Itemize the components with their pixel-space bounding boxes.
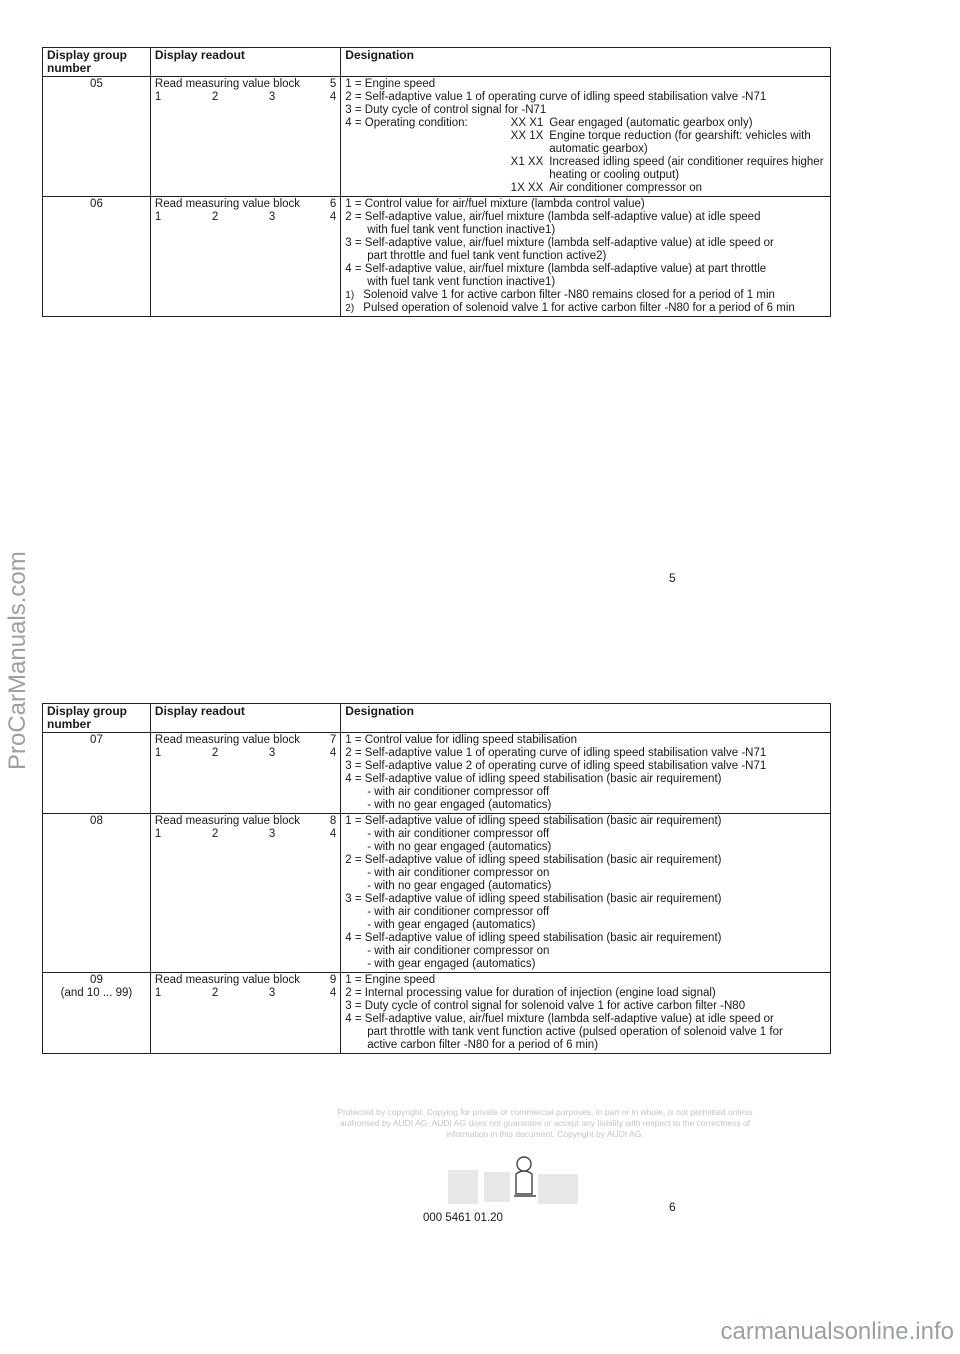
op-text: Gear engaged (automatic gearbox only) bbox=[549, 117, 753, 129]
designation-line: 3 = Self-adaptive value 2 of operating curve of idling speed stabilisation valve -N71 bbox=[345, 760, 767, 772]
op-text: Air conditioner compressor on bbox=[549, 182, 703, 194]
designation-line: 1 = Control value for idling speed stabilisation bbox=[345, 734, 578, 746]
designation bbox=[341, 973, 831, 1054]
designation-line: active carbon filter -N80 for a period of 6 min) bbox=[367, 1039, 599, 1051]
field-1: 1 bbox=[154, 747, 162, 759]
header-display-group: Display group number bbox=[43, 48, 151, 77]
readout-label: Read measuring value block bbox=[154, 815, 301, 827]
designation-line: - with gear engaged (automatics) bbox=[367, 919, 536, 931]
header-display-readout: Display readout bbox=[150, 48, 340, 77]
op-code: 1X XX bbox=[510, 182, 544, 194]
designation-line: - with air conditioner compressor on bbox=[367, 867, 550, 879]
designation-line: 1 = Self-adaptive value of idling speed stabilisation (basic air requirement) bbox=[345, 815, 722, 827]
field-2: 2 bbox=[211, 828, 219, 840]
group-number: 05 bbox=[43, 77, 151, 197]
block-number: 8 bbox=[329, 815, 337, 827]
designation-line: with fuel tank vent function inactive1) bbox=[367, 276, 556, 288]
readout-label: Read measuring value block bbox=[154, 78, 301, 90]
header-display-readout: Display readout bbox=[150, 704, 340, 733]
group-number: 06 bbox=[43, 197, 151, 317]
designation-line: - with no gear engaged (automatics) bbox=[367, 880, 552, 892]
designation bbox=[341, 197, 831, 317]
block-number: 5 bbox=[329, 78, 337, 90]
designation-line: 1 = Engine speed bbox=[345, 78, 436, 90]
footnote-mark: 2) bbox=[345, 303, 355, 314]
designation-line: 4 = Self-adaptive value, air/fuel mixture (lambda self-adaptive value) at part throttle bbox=[345, 263, 767, 275]
designation-line: 4 = Self-adaptive value of idling speed stabilisation (basic air requirement) bbox=[345, 932, 722, 944]
op-code: XX 1X bbox=[510, 130, 544, 142]
designation-line: 4 = Self-adaptive value, air/fuel mixture (lambda self-adaptive value) at idle speed or bbox=[345, 1013, 774, 1025]
op-code: X1 XX bbox=[510, 156, 544, 168]
table-row bbox=[43, 197, 831, 317]
block-number: 9 bbox=[329, 974, 337, 986]
block-number: 6 bbox=[329, 198, 337, 210]
page-number: 6 bbox=[669, 1200, 676, 1214]
designation-line: 1 = Engine speed bbox=[345, 974, 436, 986]
field-3: 3 bbox=[268, 91, 276, 103]
field-2: 2 bbox=[211, 211, 219, 223]
footer-watermark: carmanualsonline.info bbox=[720, 1318, 954, 1345]
field-4: 4 bbox=[329, 747, 337, 759]
field-1: 1 bbox=[154, 211, 162, 223]
table-group-07-09 bbox=[42, 703, 831, 1054]
designation bbox=[341, 77, 831, 197]
group-number-value: 09 bbox=[90, 974, 103, 986]
footnote-text: Pulsed operation of solenoid valve 1 for active carbon filter -N80 for a period of 6 min bbox=[363, 302, 795, 314]
readout-label: Read measuring value block bbox=[154, 734, 301, 746]
readout-label: Read measuring value block bbox=[154, 198, 301, 210]
designation-line: - with air conditioner compressor off bbox=[367, 786, 550, 798]
table-row bbox=[43, 733, 831, 814]
designation-line: - with no gear engaged (automatics) bbox=[367, 841, 552, 853]
field-3: 3 bbox=[268, 828, 276, 840]
field-3: 3 bbox=[268, 211, 276, 223]
field-3: 3 bbox=[268, 747, 276, 759]
footnote-mark: 1) bbox=[345, 290, 355, 301]
op-text: Increased idling speed (air conditioner requires higher heating or cooling output) bbox=[549, 156, 824, 181]
op-code: XX X1 bbox=[510, 117, 544, 129]
header-designation: Designation bbox=[341, 704, 831, 733]
field-3: 3 bbox=[268, 987, 276, 999]
designation-line: part throttle and fuel tank vent function active2) bbox=[367, 250, 607, 262]
table-row bbox=[43, 77, 831, 197]
field-2: 2 bbox=[211, 91, 219, 103]
side-watermark: ProCarManuals.com bbox=[4, 551, 31, 770]
group-number bbox=[43, 973, 151, 1054]
display-readout bbox=[150, 197, 340, 317]
field-2: 2 bbox=[211, 987, 219, 999]
field-4: 4 bbox=[329, 91, 337, 103]
footnote-text: Solenoid valve 1 for active carbon filter -N80 remains closed for a period of 1 min bbox=[363, 289, 775, 301]
designation-line: 2 = Self-adaptive value 1 of operating curve of idling speed stabilisation valve -N71 bbox=[345, 91, 767, 103]
designation-line: 3 = Duty cycle of control signal for solenoid valve 1 for active carbon filter -N80 bbox=[345, 1000, 746, 1012]
designation-line: - with air conditioner compressor on bbox=[367, 945, 550, 957]
field-2: 2 bbox=[211, 747, 219, 759]
footnote bbox=[345, 289, 826, 302]
designation-line: 3 = Self-adaptive value, air/fuel mixture (lambda self-adaptive value) at idle speed or bbox=[345, 237, 774, 249]
display-readout bbox=[150, 733, 340, 814]
designation-line: with fuel tank vent function inactive1) bbox=[367, 224, 556, 236]
designation-line: 2 = Internal processing value for duration of injection (engine load signal) bbox=[345, 987, 716, 999]
field-1: 1 bbox=[154, 91, 162, 103]
designation-line: 2 = Self-adaptive value 1 of operating curve of idling speed stabilisation valve -N71 bbox=[345, 747, 767, 759]
designation bbox=[341, 733, 831, 814]
designation-line: 3 = Duty cycle of control signal for -N71 bbox=[345, 104, 547, 116]
designation-line: 4 = Self-adaptive value of idling speed stabilisation (basic air requirement) bbox=[345, 773, 722, 785]
readout-label: Read measuring value block bbox=[154, 974, 301, 986]
group-number-range: (and 10 ... 99) bbox=[60, 987, 133, 999]
field-1: 1 bbox=[154, 828, 162, 840]
field-4: 4 bbox=[329, 987, 337, 999]
page-number: 5 bbox=[669, 571, 676, 585]
table-row bbox=[43, 973, 831, 1054]
header-designation: Designation bbox=[341, 48, 831, 77]
document-number: 000 5461 01.20 bbox=[423, 1212, 503, 1224]
table-row bbox=[43, 814, 831, 973]
op-text: Engine torque reduction (for gearshift: vehicles with automatic gearbox) bbox=[549, 130, 811, 155]
field-4: 4 bbox=[329, 828, 337, 840]
designation-line: - with air conditioner compressor off bbox=[367, 906, 550, 918]
field-1: 1 bbox=[154, 987, 162, 999]
op-label: 4 = Operating condition: bbox=[345, 117, 468, 129]
designation bbox=[341, 814, 831, 973]
header-display-group: Display group number bbox=[43, 704, 151, 733]
designation-line: 3 = Self-adaptive value of idling speed stabilisation (basic air requirement) bbox=[345, 893, 722, 905]
table-group-05-06 bbox=[42, 47, 831, 317]
footnote bbox=[345, 302, 826, 315]
designation-line: - with no gear engaged (automatics) bbox=[367, 799, 552, 811]
copyright-notice: Protected by copyright. Copying for private or commercial purposes, in part or in whole, is not permitted unless authorised by AUDI AG. AUDI AG does not guarantee or accept any liability with respect to the correctness of information in this document. Copyright by AUDI AG. bbox=[337, 1107, 753, 1139]
designation-line: 2 = Self-adaptive value of idling speed stabilisation (basic air requirement) bbox=[345, 854, 722, 866]
designation-line: - with gear engaged (automatics) bbox=[367, 958, 536, 970]
group-number: 07 bbox=[43, 733, 151, 814]
group-number: 08 bbox=[43, 814, 151, 973]
stamp-graphic bbox=[446, 1150, 606, 1210]
display-readout bbox=[150, 77, 340, 197]
designation-line: 2 = Self-adaptive value, air/fuel mixture (lambda self-adaptive value) at idle speed bbox=[345, 211, 761, 223]
designation-line: - with air conditioner compressor off bbox=[367, 828, 550, 840]
display-readout bbox=[150, 814, 340, 973]
block-number: 7 bbox=[329, 734, 337, 746]
field-4: 4 bbox=[329, 211, 337, 223]
operating-condition-grid bbox=[345, 117, 826, 195]
display-readout bbox=[150, 973, 340, 1054]
designation-line: part throttle with tank vent function active (pulsed operation of solenoid valve 1 for bbox=[367, 1026, 783, 1038]
designation-line: 1 = Control value for air/fuel mixture (lambda control value) bbox=[345, 198, 645, 210]
